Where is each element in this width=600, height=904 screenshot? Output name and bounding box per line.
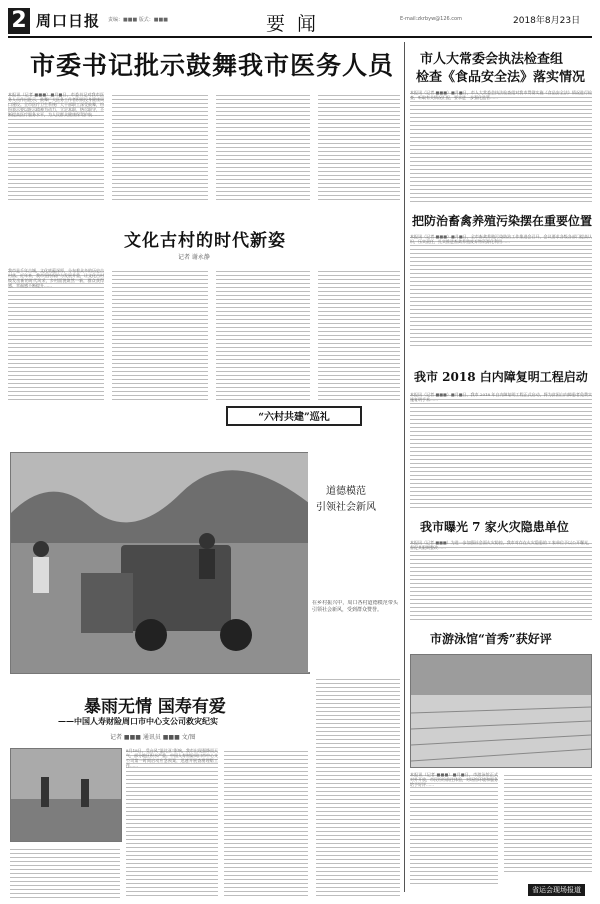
lead-body-col-4 xyxy=(318,92,400,202)
photo-heading-line-1: 道德模范 xyxy=(326,486,366,497)
village-body-col-1 xyxy=(8,268,104,400)
right-article-1-text: 本报讯（记者 ■■■）■月■日，市人大常委会执法检查组对我市贯彻实施《食品安全法》情况进行检查，听取有关情况汇报，要求进一步强化监管…… xyxy=(410,90,592,100)
issue-date: 2018年8月23日 xyxy=(513,16,581,26)
email-line: E-mail:zkrbyw@126.com xyxy=(400,16,462,22)
right-article-4-text: 本报讯（记者 ■■■）为进一步加强社会面火灾防控，我市对存在火灾隐患的 7 家单位予以公开曝光，督促其限期整改…… xyxy=(410,540,592,550)
insurance-body-col-0 xyxy=(10,846,120,898)
paper-name: 周口日报 xyxy=(36,12,101,30)
lead-body-col-1 xyxy=(8,92,104,202)
editor-line: 责编：■■■ 版式：■■■ xyxy=(108,17,168,23)
right-article-1-headline-line-2: 检查《食品安全法》落实情况 xyxy=(416,70,586,85)
village-body-text: 我市是千年古城，文化底蕴深厚，分布着众多的历史古村落。近年来，我市坚持保护与发展并重，让文化古村焕发出新的时代风采，乡村面貌焕然一新，群众获得感、幸福感不断提升…… xyxy=(8,268,104,288)
section-title: 要 闻 xyxy=(266,13,320,35)
right-article-5-body-col-1 xyxy=(410,772,498,884)
right-article-1-body xyxy=(410,90,592,202)
pool-scene xyxy=(411,655,591,767)
banner-text: “六村共建”巡礼 xyxy=(258,412,330,423)
village-body-col-4 xyxy=(318,268,400,400)
photo-scene xyxy=(11,453,309,673)
right-article-4-body xyxy=(410,540,592,622)
insurance-body-col-1 xyxy=(126,748,218,898)
page-header xyxy=(8,6,592,36)
village-photo xyxy=(10,452,310,674)
right-article-3-headline: 我市 2018 白内障复明工程启动 xyxy=(414,370,588,384)
right-article-2-body xyxy=(410,234,592,346)
village-body-col-3 xyxy=(216,268,310,400)
insurance-body-text: 8月18日，受台风“温比亚”影响，我市出现强降雨天气，部分地区积水严重。中国人寿财险周口市中心支公司第一时间启动应急预案，迅速开展查勘理赔工作…… xyxy=(126,748,218,768)
right-article-4-headline: 我市曝光 7 家火灾隐患单位 xyxy=(420,520,569,534)
right-article-5-text: 本报讯（记者 ■■■）■月■日，市游泳馆正式对外开放，市民纷纷前往体验，对场馆环境和服务给予好评…… xyxy=(410,772,498,787)
header-rule xyxy=(8,36,592,38)
insurance-body-col-3 xyxy=(316,676,400,898)
right-article-3-body xyxy=(410,392,592,510)
sports-meet-tag: 省运会现场报道 xyxy=(528,884,585,896)
swimming-pool-photo xyxy=(410,654,592,768)
right-article-2-headline: 把防治畜禽养殖污染摆在重要位置 xyxy=(412,214,593,228)
right-article-5-body-col-2 xyxy=(504,772,592,872)
page-number: 2 xyxy=(8,8,30,34)
insurance-subtitle: ——中国人寿财险周口市中心支公司救灾纪实 xyxy=(58,716,218,726)
village-byline: 记者 谢永静 xyxy=(178,254,210,261)
insurance-body-col-2 xyxy=(224,748,308,898)
lead-body-col-2 xyxy=(112,92,208,202)
right-article-3-text: 本报讯（记者 ■■■）■月■日，我市 2018 年白内障复明工程正式启动，将为贫困白内障患者免费实施复明手术…… xyxy=(410,392,592,402)
lead-body-text: 本报讯（记者 ■■■）■月■日，市委书记对我市医务人员作出批示，鼓舞广大医务工作者积极投身健康周口建设。全市医疗卫生系统广大干部职工深受鼓舞，纷纷表示要以批示精神为动力，立足本职，恪尽职守，不断提高医疗服务水平，为人民群众健康保驾护航…… xyxy=(8,92,104,117)
flood-photo xyxy=(10,748,122,842)
lead-headline: 市委书记批示鼓舞我市医务人员 xyxy=(30,51,395,80)
right-article-2-text: 本报讯（记者 ■■■）■月■日，全市畜禽养殖污染防治工作推进会召开，会议要求各级各部门提高认识，压实责任，扎实推进畜禽养殖废弃物资源化利用…… xyxy=(410,234,592,244)
column-rule xyxy=(404,42,405,892)
photo-caption: 在乡村振兴中，周口各村道德模范带头引领社会新风，受到群众赞誉。 xyxy=(312,600,398,613)
village-body-col-2 xyxy=(112,268,208,400)
lead-body-col-3 xyxy=(216,92,310,202)
right-article-5-headline: 市游泳馆“首秀”获好评 xyxy=(430,632,552,646)
insurance-headline: 暴雨无情 国寿有爱 xyxy=(84,697,226,717)
photo-heading-line-2: 引领社会新风 xyxy=(316,502,376,513)
flood-scene xyxy=(11,749,121,841)
village-headline: 文化古村的时代新姿 xyxy=(124,231,286,251)
insurance-byline: 记者 ■■■ 通讯员 ■■■ 文/图 xyxy=(110,734,196,741)
right-article-1-headline-line-1: 市人大常委会执法检查组 xyxy=(420,52,564,67)
